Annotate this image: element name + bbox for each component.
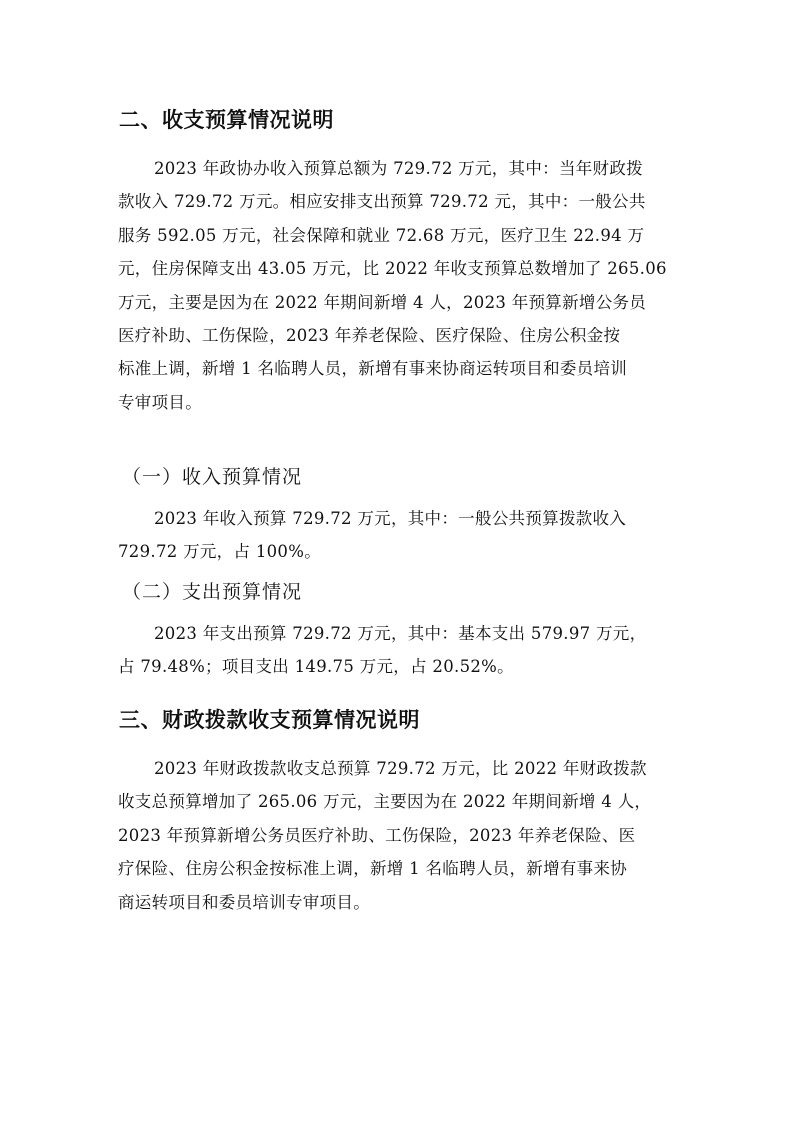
text-line: 医疗补助、工伤保险，2023 年养老保险、医疗保险、住房公积金按 [118, 325, 621, 345]
text-line: 标准上调，新增 1 名临聘人员，新增有事来协商运转项目和委员培训 [118, 359, 628, 379]
text-line: 2023 年预算新增公务员医疗补助、工伤保险，2023 年养老保险、医 [118, 825, 636, 845]
subheading-expenditure-budget: （二）支出预算情况 [122, 581, 303, 603]
section-heading-income-expenditure: 二、收支预算情况说明 [119, 108, 334, 132]
paragraph-expenditure-budget [118, 617, 678, 684]
text-line: 款收入 729.72 万元。相应安排支出预算 729.72 元，其中：一般公共 [118, 192, 646, 212]
text-line: 2023 年财政拨款收支总预算 729.72 万元，比 2022 年财政拨款 [154, 759, 647, 778]
text-line: 服务 592.05 万元，社会保障和就业 72.68 万元，医疗卫生 22.94 万 [118, 225, 645, 245]
text-line: 元，住房保障支出 43.05 万元，比 2022 年收支预算总数增加了 265.06 [118, 259, 667, 279]
text-line: 疗保险、住房公积金按标准上调，新增 1 名临聘人员，新增有事来协 [118, 859, 628, 879]
text-line: 商运转项目和委员培训专审项目。 [118, 892, 370, 912]
text-line: 729.72 万元，占 100%。 [118, 542, 321, 562]
paragraph-fiscal-appropriation [118, 752, 678, 919]
text-line: 万元，主要是因为在 2022 年期间新增 4 人，2023 年预算新增公务员 [118, 292, 647, 312]
text-line: 专审项目。 [118, 392, 202, 412]
paragraph-income-budget [118, 502, 678, 569]
text-line: 收支总预算增加了 265.06 万元，主要因为在 2022 年期间新增 4 人， [118, 792, 652, 812]
text-line: 2023 年支出预算 729.72 万元，其中：基本支出 579.97 万元， [154, 624, 647, 643]
paragraph-income-expenditure [118, 152, 678, 419]
text-line: 2023 年政协办收入预算总额为 729.72 万元，其中：当年财政拨 [154, 159, 643, 178]
text-line: 占 79.48%；项目支出 149.75 万元，占 20.52%。 [118, 657, 514, 677]
text-line: 2023 年收入预算 729.72 万元，其中：一般公共预算拨款收入 [154, 509, 627, 528]
section-heading-fiscal-appropriation: 三、财政拨款收支预算情况说明 [119, 708, 420, 732]
subheading-income-budget: （一）收入预算情况 [122, 466, 303, 488]
